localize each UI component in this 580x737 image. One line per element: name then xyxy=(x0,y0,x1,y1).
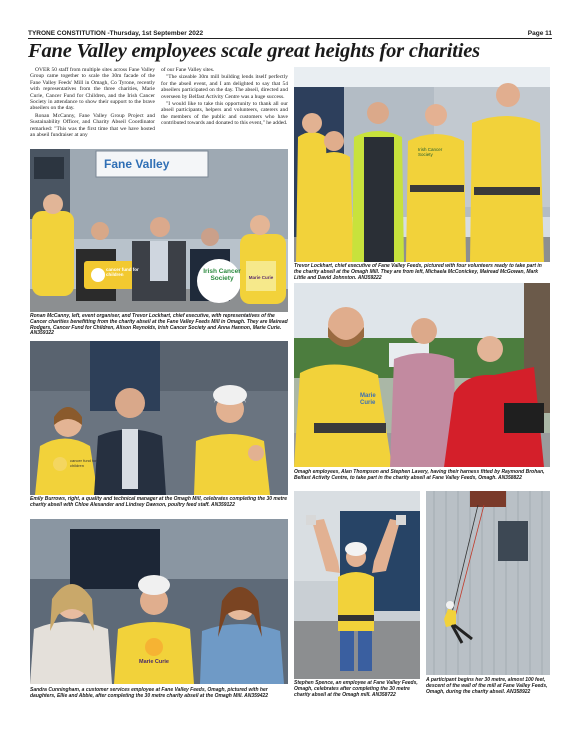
fane-valley-sign: Fane Valley xyxy=(104,157,170,171)
caption-charity-representatives: Ronan McCanny, left, event organiser, and Trevor Lockhart, chief executive, with representatives of the Cancer charities benefitting from the charity abseil at the Fane Valley Feeds Mill in Omagh. They are Mairead Rodgers, Cancer Fund for Children, Alison Reynolds, Irish Cancer Society and Anna Hannon, Marie Curie. AN359322 xyxy=(30,313,288,337)
masthead-rule xyxy=(28,38,552,39)
article-column-2 xyxy=(161,67,288,128)
shirt-marie-curie-logo: Marie Curie xyxy=(139,659,169,665)
article-paragraph: "The sizeable 30m mill building lends itself perfectly for the abseil event, and I am delighted to say that 54 abseilers participated on the day. The abseil, directed and overseen by Belfast Activity Centre was a huge success. xyxy=(161,74,288,100)
caption-sandra-cunningham: Sandra Cunningham, a customer services employee at Fane Valley Feeds, Omagh, pictured with her daughters, Ellie and Abbie, after completing the 30 metre charity abseil at the Omagh Mill. AN359422 xyxy=(30,687,269,699)
page-number: Page 11 xyxy=(527,30,552,37)
masthead xyxy=(28,27,552,37)
photo-emily-burrows xyxy=(30,341,288,495)
shirt-irish-cancer-society-logo: Irish Cancer Society xyxy=(418,147,443,157)
caption-trevor-lockhart: Trevor Lockhart, chief executive of Fane Valley Feeds, pictured with four volunteers ready to take part in the charity abseil at the Omagh Mill. They are from left, Michaela McConickey, Mairead McGowan, Mark Little and David Johnston. AN359222 xyxy=(294,263,542,281)
article-column-1 xyxy=(30,67,155,139)
masthead-publication: TYRONE CONSTITUTION -Thursday, 1st September 2022 xyxy=(28,30,204,37)
article-paragraph: Ronan McCanny, Fane Valley Group Project and Sustainability Officer, and Charity Abseil Coordinator remarked: "This was the first time that we have hosted an abseil fundraiser at any xyxy=(30,112,155,139)
photo-stephen-spence xyxy=(294,491,420,679)
marie-curie-sign: Marie Curie xyxy=(248,275,274,280)
caption-harness-fitting: Omagh employees, Alan Thompson and Stephen Lavery, having their harness fitted by Raymond Brohan, Belfast Activity Centre, to take part in the charity abseil at Fane Valley Feeds, Omagh. AN358822 xyxy=(294,469,545,481)
shirt-marie-curie-logo: Marie Curie xyxy=(360,393,376,406)
caption-stephen-spence: Stephen Spence, an employee at Fane Valley Feeds, Omagh, celebrates after completing the 30 metre charity abseil at the Omagh mill. AN358722 xyxy=(294,680,418,698)
photo-trevor-lockhart-volunteers xyxy=(294,67,550,262)
article-paragraph: of our Fane Valley sites. xyxy=(161,67,215,73)
article-paragraph: OVER 50 staff from multiple sites across Fane Valley Group came together to scale the 30m facade of the Fane Valley Feeds' Mill in Omagh, Co Tyrone, recently with representatives from the three charities, Marie Curie, Cancer Fund for Children, and the Irish Cancer Society in attendance to show their support to the brave abseilers on the day. xyxy=(30,67,155,112)
photo-harness-fitting xyxy=(294,283,550,467)
caption-emily-burrows: Emily Burrows, right, a quality and technical manager at the Omagh Mill, celebrates completing the 30 metre charity abseil with Chloe Alexander and Lindsey Dawson, poultry feed staff. AN359122 xyxy=(30,496,288,508)
cancer-fund-sign: cancer fund for children xyxy=(106,267,139,277)
irish-cancer-society-sign: Irish Cancer Society xyxy=(203,268,241,282)
caption-abseil-descent: A participant begins her 30 metre, almost 100 feet, descent of the wall of the mill at Fane Valley Feeds, Omagh, during the charity abseil. AN358922 xyxy=(426,677,548,695)
photo-charity-representatives xyxy=(30,149,288,312)
photo-sandra-cunningham xyxy=(30,519,288,684)
photo-abseil-descent xyxy=(426,491,550,675)
shirt-cancer-fund-logo: cancer fund for children xyxy=(70,458,97,468)
article-paragraph: "I would like to take this opportunity to thank all our abseil participants, helpers and volunteers, caterers and the members of the public and customers who have contributed towards and donated to this event," he added. xyxy=(161,101,288,127)
headline: Fane Valley employees scale great heights for charities xyxy=(28,40,480,62)
